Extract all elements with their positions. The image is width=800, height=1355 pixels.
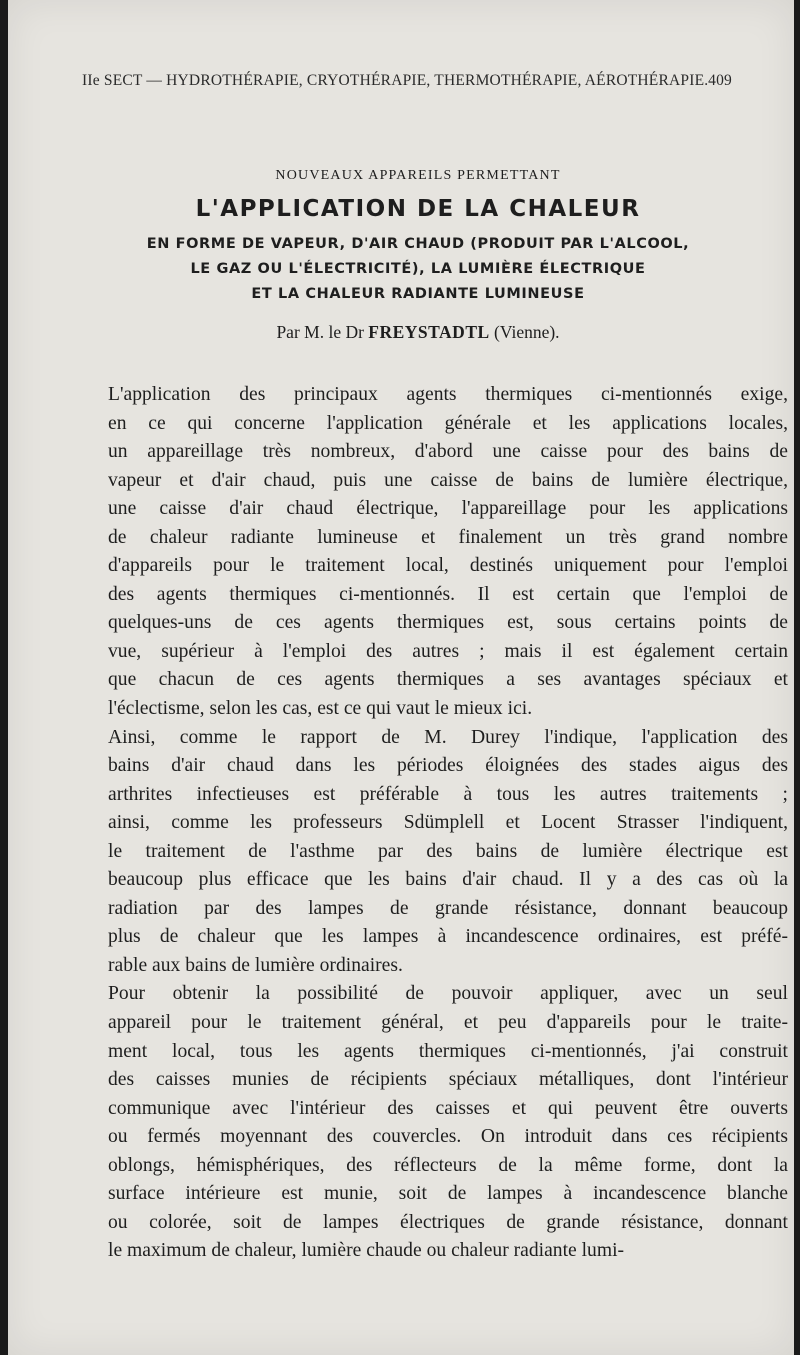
- paragraph: [88, 724, 788, 981]
- running-title: IIe SECT — HYDROTHÉRAPIE, CRYOTHÉRAPIE, THERMOTHÉRAPIE, AÉROTHÉRAPIE.: [82, 72, 709, 89]
- text-line: en ce qui concerne l'application générale et les applications locales,: [108, 412, 788, 434]
- page-number: 409: [708, 72, 732, 89]
- text-line: des caisses munies de récipients spéciaux métalliques, dont l'intérieur: [108, 1069, 788, 1091]
- text-line: des agents thermiques ci-mentionnés. Il est certain que l'emploi de: [108, 583, 788, 605]
- article-heading: [68, 168, 768, 343]
- text-line: que chacun de ces agents thermiques a ses avantages spéciaux et: [108, 669, 788, 691]
- text-line: vue, supérieur à l'emploi des autres ; mais il est également certain: [108, 640, 788, 662]
- text-line: vapeur et d'air chaud, puis une caisse de bains de lumière électrique,: [108, 469, 788, 491]
- text-line: quelques-uns de ces agents thermiques est, sous certains points de: [108, 612, 788, 634]
- text-line: une caisse d'air chaud électrique, l'appareillage pour les applications: [108, 498, 788, 520]
- byline: [68, 322, 768, 343]
- text-line: Ainsi, comme le rapport de M. Durey l'indique, l'application des: [108, 726, 788, 748]
- subtitle-line: LE GAZ OU L'ÉLECTRICITÉ), LA LUMIÈRE ÉLECTRIQUE: [190, 261, 646, 277]
- text-line: le maximum de chaleur, lumière chaude ou chaleur radiante lumi-: [108, 1240, 625, 1262]
- article-body: [88, 381, 788, 1266]
- text-line: radiation par des lampes de grande résistance, donnant beaucoup: [108, 897, 788, 919]
- article-title: L'APPLICATION DE LA CHALEUR: [195, 196, 641, 222]
- article-subtitle: [68, 232, 768, 307]
- text-line: beaucoup plus efficace que les bains d'air chaud. Il y a des cas où la: [108, 869, 788, 891]
- author-location: (Vienne).: [494, 322, 560, 342]
- text-line: ou colorée, soit de lampes électriques de grande résistance, donnant: [108, 1211, 788, 1233]
- byline-prefix: Par M. le Dr: [276, 322, 364, 342]
- text-line: L'application des principaux agents thermiques ci-mentionnés exige,: [108, 384, 788, 405]
- text-line: plus de chaleur que les lampes à incandescence ordinaires, est préfé-: [108, 926, 788, 948]
- text-line: arthrites infectieuses est préférable à tous les autres traitements ;: [108, 783, 788, 805]
- document-page: [8, 0, 794, 1355]
- text-line: un appareillage très nombreux, d'abord une caisse pour des bains de: [108, 441, 788, 463]
- text-line: de chaleur radiante lumineuse et finalement un très grand nombre: [108, 526, 788, 548]
- text-line: bains d'air chaud dans les périodes éloignées des stades aigus des: [108, 755, 788, 777]
- text-line: ou fermés moyennant des couvercles. On introduit dans ces récipients: [108, 1126, 788, 1148]
- subtitle-line: EN FORME DE VAPEUR, D'AIR CHAUD (PRODUIT PAR L'ALCOOL,: [146, 236, 690, 252]
- text-line: Pour obtenir la possibilité de pouvoir appliquer, avec un seul: [108, 983, 788, 1005]
- subtitle-line: ET LA CHALEUR RADIANTE LUMINEUSE: [251, 286, 585, 302]
- text-line: oblongs, hémisphériques, des réflecteurs de la même forme, dont la: [108, 1154, 788, 1176]
- running-header: [82, 72, 732, 90]
- author-name: FREYSTADTL: [368, 322, 490, 342]
- paragraph: [88, 381, 788, 724]
- paragraph: [88, 980, 788, 1265]
- text-line: ment local, tous les agents thermiques ci-mentionnés, j'ai construit: [108, 1040, 788, 1062]
- text-line: le traitement de l'asthme par des bains de lumière électrique est: [108, 840, 788, 862]
- text-line: l'éclectisme, selon les cas, est ce qui vaut le mieux ici.: [108, 698, 533, 720]
- text-line: surface intérieure est munie, soit de lampes à incandescence blanche: [108, 1183, 788, 1205]
- article-kicker: NOUVEAUX APPAREILS PERMETTANT: [275, 168, 561, 183]
- text-line: d'appareils pour le traitement local, destinés uniquement pour l'emploi: [108, 555, 788, 577]
- text-line: rable aux bains de lumière ordinaires.: [108, 954, 403, 976]
- text-line: communique avec l'intérieur des caisses et qui peuvent être ouverts: [108, 1097, 788, 1119]
- text-line: ainsi, comme les professeurs Sdümplell et Locent Strasser l'indiquent,: [108, 812, 788, 834]
- text-line: appareil pour le traitement général, et peu d'appareils pour le traite-: [108, 1012, 788, 1034]
